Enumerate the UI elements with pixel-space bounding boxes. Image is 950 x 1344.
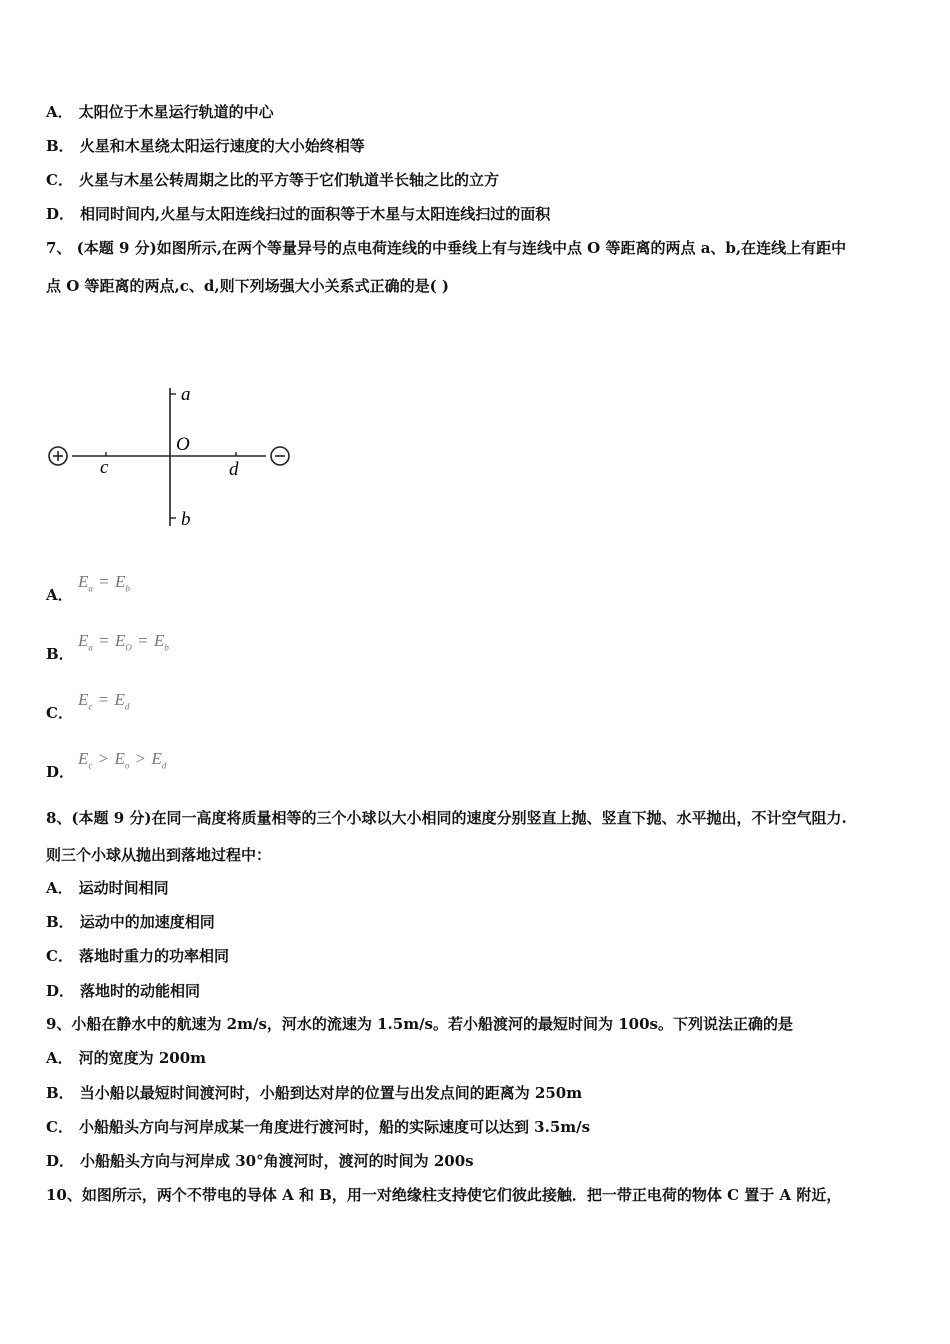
formula-sub: a [88,583,93,594]
formula-op: = [99,572,109,591]
formula-e: E [114,631,126,650]
option-letter: A． [46,103,73,121]
formula-op: = [98,690,109,709]
positive-charge-icon [49,447,67,465]
q9-stem: 9、小船在静水中的航速为 2m/s，河水的流速为 1.5m/s。若小船渡河的最短时间为 100s。下列说法正确的是 [46,1015,793,1033]
formula-sub: a [88,642,93,653]
option-text: 落地时的动能相同 [80,982,201,1000]
q6-option-a [46,102,274,122]
option-text: 运动时间相同 [78,879,169,897]
option-letter: A． [46,1049,73,1067]
q8-option-d [46,981,200,1001]
formula-op: > [135,749,146,768]
charge-diagram [44,380,304,530]
option-text: 当小船以最短时间渡河时，小船到达对岸的位置与出发点间的距离为 250m [79,1084,583,1102]
formula-sub: o [124,760,130,771]
option-letter: D． [46,205,75,223]
option-letter: B． [46,1084,74,1102]
formula-e: E [153,631,165,650]
option-text: 小船船头方向与河岸成 30°角渡河时，渡河的时间为 200s [80,1152,474,1170]
option-text: 火星与木星公转周期之比的平方等于它们轨道半长轴之比的立方 [78,171,499,189]
formula-sub: b [125,583,130,594]
formula-sub: d [124,701,130,712]
q6-option-b [46,136,365,156]
q7-option-c-formula [78,690,129,711]
formula-sub: b [164,642,169,653]
label-o: O [176,434,190,455]
q8-stem-line1: 8、(本题 9 分)在同一高度将质量相等的三个小球以大小相同的速度分别竖直上抛、竖直下抛、水平抛出，不计空气阻力. [46,809,847,827]
q7-option-a-formula [78,572,130,593]
formula-e: E [78,690,89,709]
negative-charge-icon [271,447,289,465]
formula-op: > [98,749,109,768]
label-c: c [100,457,109,478]
formula-e: E [78,631,89,650]
q7-option-d-letter: D． [46,763,75,781]
formula-e: E [114,572,126,591]
q7-stem-line1: 7、 (本题 9 分)如图所示,在两个等量异号的点电荷连线的中垂线上有与连线中点 O 等距离的两点 a、b,在连线上有距中 [46,239,847,257]
formula-e: E [78,749,89,768]
q7-option-b-letter: B． [46,645,74,663]
option-letter: D． [46,982,75,1000]
q8-option-b [46,912,215,932]
formula-op: = [138,631,148,650]
formula-e: E [151,749,162,768]
label-d: d [229,459,239,480]
q7-option-a-letter: A． [46,586,73,604]
formula-sub: c [88,760,93,771]
option-letter: C． [46,171,73,189]
option-text: 落地时重力的功率相同 [78,947,229,965]
option-letter: B． [46,913,74,931]
q8-option-a [46,878,169,898]
q6-option-c [46,170,499,190]
formula-sub: d [161,760,167,771]
q7-option-c-letter: C． [46,704,73,722]
q7-option-d-formula [78,749,166,770]
formula-e: E [114,749,125,768]
option-text: 相同时间内,火星与太阳连线扫过的面积等于木星与太阳连线扫过的面积 [80,205,551,223]
q7-stem-line2: 点 O 等距离的两点,c、d,则下列场强大小关系式正确的是( ) [46,277,449,295]
option-letter: B． [46,137,74,155]
q10-stem: 10、如图所示，两个不带电的导体 A 和 B，用一对绝缘柱支持使它们彼此接触．把一带正电荷的物体 C 置于 A 附近， [46,1186,842,1204]
option-text: 火星和木星绕太阳运行速度的大小始终相等 [79,137,365,155]
formula-sub: O [125,642,132,653]
q9-option-c [46,1117,590,1137]
formula-sub: c [88,701,93,712]
option-letter: D． [46,1152,75,1170]
formula-e: E [114,690,125,709]
formula-op: = [99,631,109,650]
option-text: 小船船头方向与河岸成某一角度进行渡河时，船的实际速度可以达到 3.5m/s [78,1118,591,1136]
q9-option-d [46,1151,474,1171]
option-letter: C． [46,947,73,965]
option-text: 太阳位于木星运行轨道的中心 [78,103,274,121]
q7-option-b-formula [78,631,169,652]
q9-option-a [46,1048,206,1068]
option-text: 河的宽度为 200m [78,1049,207,1067]
q6-option-d [46,204,550,224]
q8-option-c [46,946,229,966]
q8-stem-line2: 则三个小球从抛出到落地过程中： [46,846,272,864]
option-letter: C． [46,1118,73,1136]
label-a: a [181,384,191,405]
option-text: 运动中的加速度相同 [79,913,215,931]
formula-e: E [78,572,89,591]
label-b: b [181,509,191,530]
q9-option-b [46,1083,582,1103]
option-letter: A． [46,879,73,897]
